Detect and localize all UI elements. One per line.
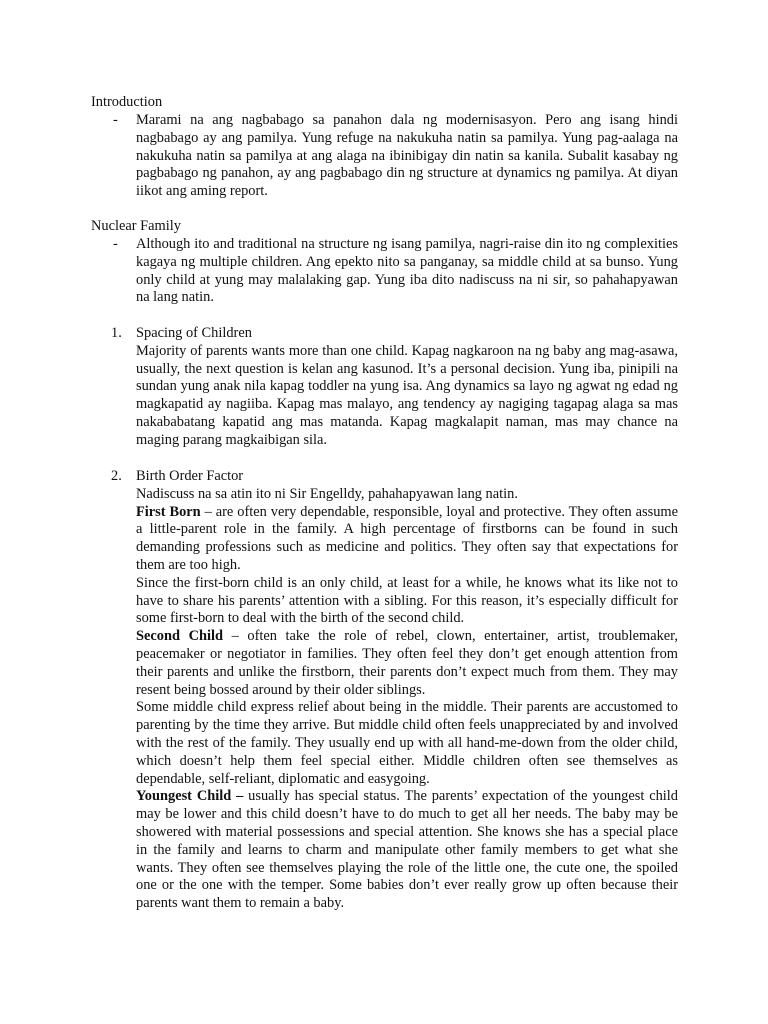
first-born-paragraph (136, 504, 678, 575)
introduction-heading: Introduction (91, 94, 163, 110)
birth-order-intro: Nadiscuss na sa atin ito ni Sir Engelldy, pahahapyawan lang natin. (136, 485, 518, 502)
list-number: 2. (111, 468, 122, 484)
youngest-child-label: Youngest Child – (136, 788, 244, 805)
birth-order-title: Birth Order Factor (136, 468, 244, 484)
birth-order-item (91, 468, 678, 913)
spacing-of-children-title: Spacing of Children (136, 325, 252, 341)
first-born-label: First Born (136, 503, 201, 520)
second-child-text: – often take the role of rebel, clown, entertainer, artist, troublemaker, peacemaker or negotiator in families. They often feel they don’t get enough attention from their parents and unlike the firstborn, their parents don’t expect much from them. They may resent being bossed around by their older siblings. (136, 628, 678, 698)
introduction-text: Marami na ang nagbabago sa panahon dala ng modernisasyon. Pero ang isang hindi nagbabago ay ang pamilya. Yung refuge na nakukuha natin sa pamilya. Yung pag-aalaga na nakukuha natin sa pamilya at ang alaga na ibinibigay din natin sa kanila. Subalit kasabay ng pagbabago ng panahon, ay ang pagbabago din ng structure at dynamics ng pamilya. At diyan iikot ang aming report. (136, 112, 678, 200)
youngest-child-text: usually has special status. The parents’ expectation of the youngest child may be lower and this child doesn’t have to do much to get all her needs. The baby may be showered with material possessions and special attention. She knows she has a special place in the family and learns to charm and manipulate other family members to get what she wants. They often see themselves playing the role of the little one, the cute one, the spoiled one or the one with the temper. Some babies don’t ever really grow up often because their parents want them to remain a baby. (136, 788, 678, 912)
first-born-paragraph-2: Since the first-born child is an only child, at least for a while, he knows what its like not to have to share his parents’ attention with a sibling. For this reason, it’s especially difficult for some first-born to deal with the birth of the second child. (136, 574, 678, 627)
bullet-dash: - (113, 236, 118, 252)
second-child-paragraph (136, 628, 678, 699)
bullet-dash: - (113, 112, 118, 128)
spacing-of-children-item (91, 325, 678, 450)
second-child-paragraph-2: Some middle child express relief about being in the middle. Their parents are accustomed to parenting by the time they arrive. But middle child often feels unappreciated by and involved with the rest of the family. They usually end up with all hand-me-down from the older child, which doesn’t help them feel special either. Middle children often see themselves as dependable, self-reliant, diplomatic and easygoing. (136, 699, 678, 787)
nuclear-family-text: Although ito and traditional na structure ng isang pamilya, nagri-raise din ito ng complexities kagaya ng multiple children. Ang epekto nito sa panganay, sa middle child at sa bunso. Yung only child at yung may malalaking gap. Yung iba dito nadiscuss na ni sir, so pahahapyawan na lang natin. (136, 236, 678, 306)
youngest-child-paragraph (136, 788, 678, 913)
nuclear-family-heading: Nuclear Family (91, 218, 181, 234)
first-born-text: – are often very dependable, responsible, loyal and protective. They often assume a little-parent role in the family. A high percentage of firstborns can be found in such demanding professions such as medicine and politics. They often say that expectations for them are too high. (136, 503, 678, 573)
introduction-item (91, 112, 678, 201)
second-child-label: Second Child (136, 628, 223, 645)
nuclear-family-item (91, 236, 678, 307)
list-number: 1. (111, 325, 122, 341)
spacing-of-children-text: Majority of parents wants more than one child. Kapag nagkaroon na ng baby ang mag-asawa, usually, the next question is kelan ang kasunod. It’s a personal decision. Yung iba, pinipili na sundan yung anak nila kapag toddler na yung isa. Ang dynamics sa layo ng agwat ng edad ng magkapatid ay nagiiba. Kapag mas malayo, ang tendency ay nagiging tagapag alaga sa mas nakababatang kapatid ang mas matanda. Kapag magkalapit naman, mas may chance na maging parang magkaibigan sila. (136, 342, 678, 448)
